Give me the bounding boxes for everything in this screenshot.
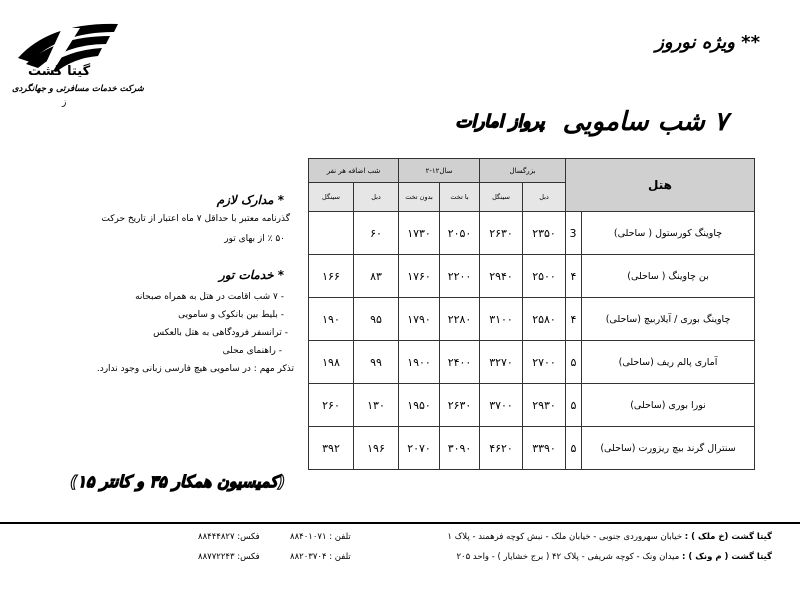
extra-single-cell: ۳۹۲ xyxy=(309,427,354,470)
flight-label: پرواز امارات xyxy=(455,112,545,132)
child-bed-header: با تخت xyxy=(440,183,480,212)
adult-single-cell: ۳۷۰۰ xyxy=(480,384,523,427)
hotel-name-cell: آماری پالم ریف (ساحلی) xyxy=(582,341,755,384)
child-bed-cell: ۲۴۰۰ xyxy=(440,341,480,384)
star-rating-cell: ۵ xyxy=(566,341,582,384)
table-row xyxy=(309,341,755,384)
office-address: میدان ونک - کوچه شریفی - پلاک ۴۲ ( برج خشایار ) - واحد ۲۰۵ xyxy=(456,552,680,562)
footer-divider xyxy=(0,522,800,524)
star-rating-cell: ۵ xyxy=(566,384,582,427)
adult-double-cell: ۲۵۸۰ xyxy=(523,298,566,341)
extra-double-cell: ۶۰ xyxy=(354,212,399,255)
extra-single-cell: ۱۹۰ xyxy=(309,298,354,341)
adult-double-header: دبل xyxy=(523,183,566,212)
adult-single-header: سینگل xyxy=(480,183,523,212)
extra-single-cell: ۱۹۸ xyxy=(309,341,354,384)
service-item: - راهنمای محلی xyxy=(222,346,282,356)
required-docs-passport: گذرنامه معتبر با حداقل ۷ ماه اعتبار از تاریخ حرکت xyxy=(101,214,290,224)
star-rating-cell: ۵ xyxy=(566,427,582,470)
office-fax: فکس: ۸۸۴۴۴۸۲۷ xyxy=(198,532,260,542)
child-bed-cell: ۲۰۵۰ xyxy=(440,212,480,255)
hotel-name-cell: سنترال گرند بیچ ریزورت (ساحلی) xyxy=(582,427,755,470)
adult-single-cell: ۴۶۲۰ xyxy=(480,427,523,470)
adult-single-cell: ۲۶۳۰ xyxy=(480,212,523,255)
tour-services-heading: * خدمات تور xyxy=(218,268,284,282)
office-label: گیتا گشت (خ ملک ) : xyxy=(684,532,772,542)
extra-double-cell: ۱۳۰ xyxy=(354,384,399,427)
hotel-name-cell: نورا بوری (ساحلی) xyxy=(582,384,755,427)
adult-double-cell: ۳۳۹۰ xyxy=(523,427,566,470)
star-rating-cell: ۴ xyxy=(566,298,582,341)
extra-single-cell xyxy=(309,212,354,255)
service-item: - بلیط بین بانکوک و سامویی xyxy=(178,310,284,320)
child-nobed-header: بدون تخت xyxy=(399,183,440,212)
office-address-malek xyxy=(447,532,772,542)
extra-double-cell: ۹۵ xyxy=(354,298,399,341)
office-label: گیتا گشت ( م ونک ) : xyxy=(682,552,772,562)
hotel-name-cell: چاوینگ کورستول ( ساحلی) xyxy=(582,212,755,255)
office-phone: تلفن : ۸۸۲۰۳۷۰۴ xyxy=(290,552,351,562)
extra-single-header: سینگل xyxy=(309,183,354,212)
adult-single-cell: ۳۲۷۰ xyxy=(480,341,523,384)
commission-note: (کمیسیون همکار ۳۵ و کانتر ۱۵) xyxy=(70,472,286,491)
required-docs-heading: * مدارک لازم xyxy=(216,193,284,207)
child-nobed-cell: ۱۹۵۰ xyxy=(399,384,440,427)
table-row xyxy=(309,298,755,341)
extra-double-header: دبل xyxy=(354,183,399,212)
adult-double-cell: ۲۹۳۰ xyxy=(523,384,566,427)
table-row xyxy=(309,384,755,427)
adult-group-header: بزرگسال xyxy=(480,159,566,183)
important-note: تذکر مهم : در سامویی هیچ فارسی زبانی وجود ندارد. xyxy=(96,364,294,374)
child-nobed-cell: ۲۰۷۰ xyxy=(399,427,440,470)
extra-night-group-header: شب اضافه هر نفر xyxy=(309,159,399,183)
adult-single-cell: ۳۱۰۰ xyxy=(480,298,523,341)
adult-double-cell: ۲۷۰۰ xyxy=(523,341,566,384)
table-row xyxy=(309,255,755,298)
office-phone: تلفن : ۸۸۴۰۱۰۷۱ xyxy=(290,532,351,542)
office-fax: فکس: ۸۸۷۷۲۲۴۳ xyxy=(198,552,260,562)
table-row xyxy=(309,427,755,470)
extra-double-cell: ۹۹ xyxy=(354,341,399,384)
tour-title-block xyxy=(428,108,728,136)
brand-tagline: شرکت خدمات مسافرتی و جهانگردی xyxy=(12,84,144,94)
star-rating-cell: ۴ xyxy=(566,255,582,298)
office-address: خیابان سهروردی جنوبی - خیابان ملک - نبش کوچه فرهمند - پلاک ۱ xyxy=(447,532,683,542)
service-item: - ۷ شب اقامت در هتل به همراه صبحانه xyxy=(135,292,284,302)
child-group-header: ۲-۱۲سال xyxy=(399,159,480,183)
child-bed-cell: ۲۲۰۰ xyxy=(440,255,480,298)
nowruz-special-heading: ** ویژه نوروز xyxy=(655,32,760,53)
office-address-vanak xyxy=(456,552,772,562)
hotel-name-cell: بن چاوینگ ( ساحلی) xyxy=(582,255,755,298)
extra-double-cell: ۱۹۶ xyxy=(354,427,399,470)
service-item: - ترانسفر فرودگاهی به هتل بالعکس xyxy=(153,328,288,338)
extra-single-cell: ۱۶۶ xyxy=(309,255,354,298)
hotel-name-cell: چاوینگ بوری / آیلاربیچ (ساحلی) xyxy=(582,298,755,341)
child-bed-cell: ۳۰۹۰ xyxy=(440,427,480,470)
child-nobed-cell: ۱۷۹۰ xyxy=(399,298,440,341)
adult-single-cell: ۲۹۴۰ xyxy=(480,255,523,298)
child-bed-cell: ۲۲۸۰ xyxy=(440,298,480,341)
extra-double-cell: ۸۳ xyxy=(354,255,399,298)
extra-single-cell: ۲۶۰ xyxy=(309,384,354,427)
brand-name: گیتا گشت xyxy=(28,64,91,79)
child-bed-cell: ۲۶۳۰ xyxy=(440,384,480,427)
adult-double-cell: ۲۳۵۰ xyxy=(523,212,566,255)
price-table xyxy=(308,158,755,470)
star-rating-cell: 3 xyxy=(566,212,582,255)
tour-title: ۷ شب سامویی xyxy=(562,107,728,137)
hotel-column-header: هتل xyxy=(566,159,755,212)
table-row xyxy=(309,212,755,255)
child-nobed-cell: ۱۷۳۰ xyxy=(399,212,440,255)
required-docs-deposit: ۵۰ ٪ از بهای تور xyxy=(224,234,285,244)
child-nobed-cell: ۱۹۰۰ xyxy=(399,341,440,384)
adult-double-cell: ۲۵۰۰ xyxy=(523,255,566,298)
brand-mark: ز xyxy=(62,98,67,108)
child-nobed-cell: ۱۷۶۰ xyxy=(399,255,440,298)
